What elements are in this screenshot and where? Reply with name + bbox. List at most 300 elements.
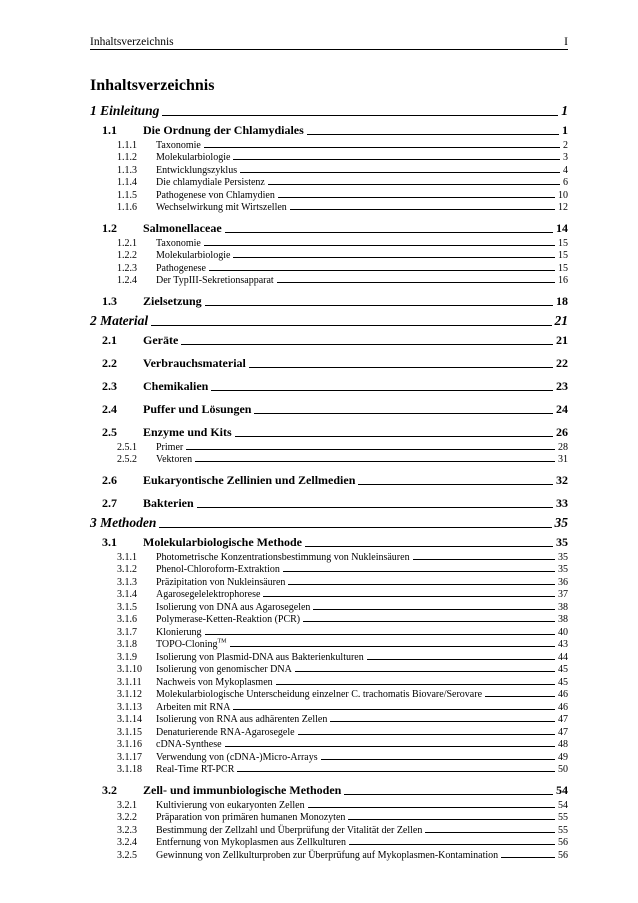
- toc-entry-number: 3.2.4: [117, 837, 137, 848]
- toc-entry-title-text: Molekularbiologische Methode: [143, 535, 302, 549]
- toc-leader-line: [358, 484, 553, 485]
- toc-entry-title: [143, 221, 222, 236]
- toc-entry-title-text: Chemikalien: [143, 379, 209, 393]
- toc-entry-title: [156, 837, 346, 848]
- toc-entry-title-text: Vektoren: [156, 454, 193, 465]
- toc-entry-number: 3.1.5: [117, 601, 137, 613]
- toc-entry-level-2[interactable]: [90, 531, 568, 550]
- toc-leader-line: [303, 621, 555, 622]
- toc-entry-title-text: Arbeiten mit RNA: [156, 701, 231, 713]
- toc-leader-line: [195, 461, 555, 462]
- toc-entry-title: [156, 250, 230, 261]
- toc-entry-title: [156, 727, 295, 738]
- toc-leader-line: [413, 559, 555, 560]
- toc-entry-title: [143, 294, 202, 309]
- toc-entry-page-number: 15: [558, 237, 568, 249]
- toc-entry-level-3[interactable]: [90, 713, 568, 726]
- toc-entry-number: 3.2.5: [117, 849, 137, 861]
- toc-entry-number: 3.1.14: [117, 714, 142, 725]
- toc-entry-title: [156, 614, 300, 625]
- toc-entry-title: [143, 496, 194, 511]
- toc-entry-number: 1.1.5: [117, 189, 137, 201]
- toc-entry-level-2[interactable]: [90, 469, 568, 488]
- toc-entry-title-text: 2 Material: [90, 313, 149, 328]
- toc-leader-line: [181, 344, 553, 345]
- toc-leader-line: [233, 257, 555, 258]
- toc-leader-line: [197, 507, 553, 508]
- toc-entry-level-3[interactable]: [90, 201, 568, 214]
- toc-leader-line: [295, 671, 555, 672]
- toc-entry-title: [143, 535, 302, 550]
- toc-entry-number: 2.5.1: [117, 441, 137, 453]
- toc-entry-level-3[interactable]: [90, 638, 568, 651]
- toc-entry-number: 1.2.4: [117, 275, 137, 286]
- toc-entry-title-text: Nachweis von Mykoplasmen: [156, 676, 273, 688]
- toc-entry-page-number: 21: [556, 333, 568, 347]
- toc-entry-title: [143, 333, 178, 348]
- toc-entry-number: 1.1.1: [117, 139, 137, 151]
- toc-entry-page-number: 15: [558, 250, 568, 261]
- toc-leader-line: [205, 305, 553, 306]
- toc-entry-number: 2.5.2: [117, 454, 137, 465]
- toc-entry-level-3[interactable]: [90, 700, 568, 713]
- toc-entry-title-text: Klonierung: [156, 626, 202, 638]
- toc-entry-number: 3.1.12: [117, 689, 142, 700]
- toc-entry-number: 3.2: [102, 783, 117, 797]
- toc-entry-number: 3.1.16: [117, 739, 142, 750]
- toc-leader-line: [330, 721, 555, 722]
- toc-entry-title: [156, 739, 222, 750]
- toc-entry-number: 3.1.17: [117, 751, 142, 763]
- toc-leader-line: [307, 134, 559, 135]
- toc-entry-page-number: 46: [558, 689, 568, 700]
- toc-entry-title-text: Zell- und immunbiologische Methoden: [143, 783, 342, 797]
- toc-leader-line: [344, 794, 553, 795]
- toc-entry-title-text: cDNA-Synthese: [156, 739, 222, 750]
- toc-leader-line: [367, 659, 555, 660]
- toc-entry-number: 2.4: [102, 402, 117, 416]
- toc-entry-page-number: 36: [558, 576, 568, 588]
- toc-entry-page-number: 15: [558, 262, 568, 274]
- toc-entry-number: 1.2.1: [117, 237, 137, 249]
- toc-entry-title: [156, 238, 201, 249]
- toc-entry-level-2[interactable]: [90, 217, 568, 236]
- toc-leader-line: [485, 696, 555, 697]
- toc-leader-line: [249, 367, 553, 368]
- toc-entry-title: [156, 165, 237, 176]
- toc-entry-title-text: Gewinnung von Zellkulturproben zur Überprüfung auf Mykoplasmen-Kontamination: [156, 849, 499, 861]
- running-header: [90, 36, 568, 50]
- toc-entry-title: [143, 473, 355, 488]
- toc-entry-page-number: 3: [563, 152, 568, 163]
- toc-entry-page-number: 55: [558, 812, 568, 823]
- toc-entry-number: 3.1.1: [117, 551, 137, 563]
- toc-entry-level-3[interactable]: [90, 163, 568, 176]
- toc-entry-page-number: 31: [558, 454, 568, 465]
- toc-entry-title: [156, 202, 287, 213]
- toc-entry-number: 2.5: [102, 425, 117, 439]
- toc-entry-level-3[interactable]: [90, 236, 568, 249]
- toc-entry-number: 1.2.3: [117, 262, 137, 274]
- table-of-contents: [90, 99, 568, 861]
- toc-entry-page-number: 22: [556, 356, 568, 370]
- toc-entry-title: [156, 689, 482, 700]
- toc-entry-level-2[interactable]: [90, 119, 568, 138]
- toc-entry-title: [143, 356, 246, 371]
- toc-entry-title-text: Molekularbiologie: [156, 152, 231, 163]
- toc-entry-level-3[interactable]: [90, 798, 568, 811]
- toc-entry-page-number: 48: [558, 739, 568, 750]
- toc-entry-level-3[interactable]: [90, 650, 568, 663]
- toc-entry-level-1[interactable]: [90, 309, 568, 329]
- toc-entry-page-number: 35: [558, 564, 568, 575]
- toc-entry-level-2[interactable]: [90, 492, 568, 511]
- toc-entry-title-text: Molekularbiologische Unterscheidung einzelner C. trachomatis Biovare/Serovare: [156, 689, 483, 700]
- toc-entry-number: 2.2: [102, 356, 117, 370]
- toc-entry-title: [156, 577, 285, 588]
- toc-entry-title: [156, 850, 498, 861]
- toc-entry-level-3[interactable]: [90, 763, 568, 776]
- toc-entry-title: [156, 442, 183, 453]
- toc-entry-page-number: 35: [558, 551, 568, 563]
- toc-entry-title-text: Salmonellaceae: [143, 221, 222, 235]
- toc-leader-line: [235, 436, 553, 437]
- toc-entry-title: [143, 783, 341, 798]
- toc-entry-title-text: Pathogenese: [156, 262, 206, 274]
- toc-entry-title-text: Entwicklungszyklus: [156, 164, 238, 176]
- toc-entry-page-number: 38: [558, 601, 568, 613]
- toc-entry-level-3[interactable]: [90, 188, 568, 201]
- toc-entry-title: [156, 825, 422, 836]
- toc-entry-number: 3.1.13: [117, 701, 142, 713]
- toc-entry-title: [156, 677, 273, 688]
- toc-entry-number: 1.1.4: [117, 177, 137, 188]
- toc-entry-title: [156, 652, 364, 663]
- toc-entry-title-text: Verbrauchsmaterial: [143, 356, 246, 370]
- toc-entry-number: 3.1.15: [117, 726, 142, 738]
- toc-entry-title: [156, 714, 327, 725]
- toc-entry-title: [143, 379, 208, 394]
- toc-entry-level-3[interactable]: [90, 588, 568, 601]
- toc-entry-level-2[interactable]: [90, 375, 568, 394]
- toc-entry-page-number: 56: [558, 837, 568, 848]
- toc-entry-title: [156, 140, 201, 151]
- toc-entry-page-number: 33: [556, 496, 568, 510]
- toc-entry-level-3[interactable]: [90, 836, 568, 849]
- toc-entry-number: 3.1: [102, 535, 117, 549]
- toc-entry-level-3[interactable]: [90, 440, 568, 453]
- toc-entry-page-number: 45: [558, 676, 568, 688]
- toc-entry-title: [156, 589, 260, 600]
- toc-entry-page-number: 56: [558, 849, 568, 861]
- toc-leader-line: [225, 746, 555, 747]
- toc-leader-line: [159, 527, 551, 528]
- toc-entry-page-number: 6: [563, 177, 568, 188]
- toc-entry-title-text: Präzipitation von Nukleinsäuren: [156, 576, 286, 588]
- toc-entry-level-3[interactable]: [90, 725, 568, 738]
- toc-entry-title-text: Wechselwirkung mit Wirtszellen: [156, 202, 287, 213]
- toc-entry-title: [156, 602, 310, 613]
- toc-entry-number: 2.3: [102, 379, 117, 393]
- toc-entry-title-text: Kultivierung von eukaryonten Zellen: [156, 799, 305, 811]
- page-title: Inhaltsverzeichnis: [90, 77, 215, 94]
- toc-entry-title-text: TOPO-Cloning: [156, 639, 218, 650]
- toc-entry-page-number: 54: [558, 799, 568, 811]
- toc-entry-title-text: Die Ordnung der Chlamydiales: [143, 123, 304, 137]
- toc-leader-line: [233, 159, 560, 160]
- toc-leader-line: [186, 449, 555, 450]
- toc-entry-number: 3.1.6: [117, 614, 137, 625]
- toc-entry-title: [156, 752, 318, 763]
- toc-entry-title: [156, 552, 410, 563]
- toc-leader-line: [225, 232, 553, 233]
- toc-entry-page-number: 14: [556, 221, 568, 235]
- toc-leader-line: [349, 844, 555, 845]
- toc-entry-page-number: 46: [558, 701, 568, 713]
- toc-entry-title-text: Enzyme und Kits: [143, 425, 232, 439]
- toc-entry-level-3[interactable]: [90, 688, 568, 701]
- toc-entry-page-number: 4: [563, 164, 568, 176]
- toc-entry-title-text: Agarosegelelektrophorese: [156, 589, 261, 600]
- toc-entry-level-3[interactable]: [90, 249, 568, 262]
- toc-entry-level-2[interactable]: [90, 421, 568, 440]
- toc-entry-page-number: 24: [556, 402, 568, 416]
- toc-leader-line: [298, 734, 555, 735]
- toc-entry-level-3[interactable]: [90, 453, 568, 466]
- toc-leader-line: [348, 819, 555, 820]
- toc-entry-level-3[interactable]: [90, 675, 568, 688]
- toc-entry-title-text: Polymerase-Ketten-Reaktion (PCR): [156, 614, 301, 625]
- toc-leader-line: [290, 209, 555, 210]
- toc-entry-level-3[interactable]: [90, 823, 568, 836]
- toc-entry-number: 3.1.4: [117, 589, 137, 600]
- toc-entry-level-2[interactable]: [90, 329, 568, 348]
- toc-entry-title: [143, 123, 304, 138]
- toc-entry-level-2[interactable]: [90, 352, 568, 371]
- toc-entry-level-3[interactable]: [90, 663, 568, 676]
- toc-entry-number: 3.2.3: [117, 824, 137, 836]
- running-header-title: Inhaltsverzeichnis: [90, 36, 174, 48]
- toc-entry-title-text: 1 Einleitung: [90, 103, 160, 118]
- toc-leader-line: [277, 282, 555, 283]
- toc-entry-title-text: Zielsetzung: [143, 294, 202, 308]
- toc-entry-number: 1.2.2: [117, 250, 137, 261]
- toc-entry-number: 3.1.18: [117, 764, 142, 775]
- toc-entry-title-text: Präparation von primären humanen Monozyten: [156, 812, 346, 823]
- toc-entry-title: [156, 152, 230, 163]
- toc-entry-level-3[interactable]: [90, 176, 568, 189]
- toc-entry-title: [143, 402, 251, 417]
- toc-entry-number: 3.2.2: [117, 812, 137, 823]
- toc-entry-level-3[interactable]: [90, 575, 568, 588]
- toc-entry-page-number: 10: [558, 189, 568, 201]
- toc-entry-title: [156, 177, 265, 188]
- toc-leader-line: [283, 571, 555, 572]
- toc-leader-line: [209, 270, 555, 271]
- toc-entry-page-number: 55: [558, 824, 568, 836]
- toc-entry-level-3[interactable]: [90, 274, 568, 287]
- toc-entry-level-3[interactable]: [90, 848, 568, 861]
- toc-entry-level-1[interactable]: [90, 511, 568, 531]
- toc-leader-line: [305, 546, 553, 547]
- toc-entry-title-text: Taxonomie: [156, 139, 201, 151]
- toc-entry-title-text: Geräte: [143, 333, 179, 347]
- toc-entry-number: 1.1.2: [117, 152, 137, 163]
- toc-entry-page-number: 2: [563, 139, 568, 151]
- toc-entry-number: 3.1.7: [117, 626, 137, 638]
- toc-entry-page-number: 45: [558, 664, 568, 675]
- toc-entry-title-text: Die chlamydiale Persistenz: [156, 177, 265, 188]
- toc-entry-title-text: Isolierung von genomischer DNA: [156, 664, 292, 675]
- toc-entry-level-3[interactable]: [90, 138, 568, 151]
- toc-entry-number: 2.7: [102, 496, 117, 510]
- toc-entry-title-text: Primer: [156, 441, 184, 453]
- toc-leader-line: [276, 684, 555, 685]
- toc-leader-line: [321, 759, 555, 760]
- toc-entry-title: [156, 275, 274, 286]
- toc-entry-level-2[interactable]: [90, 779, 568, 798]
- toc-entry-page-number: 1: [561, 103, 568, 118]
- toc-entry-page-number: 47: [558, 726, 568, 738]
- toc-leader-line: [162, 115, 558, 116]
- toc-entry-title-text: Molekularbiologie: [156, 250, 231, 261]
- toc-entry-title: [156, 454, 192, 465]
- toc-entry-page-number: 54: [556, 783, 568, 797]
- toc-leader-line: [230, 646, 556, 647]
- toc-leader-line: [204, 147, 560, 148]
- toc-entry-page-number: 26: [556, 425, 568, 439]
- toc-leader-line: [211, 390, 553, 391]
- toc-entry-number: 3.1.11: [117, 676, 142, 688]
- toc-entry-title-text: 3 Methoden: [90, 515, 157, 530]
- toc-entry-page-number: 35: [556, 535, 568, 549]
- toc-entry-title: [156, 764, 234, 775]
- toc-entry-title-text: Photometrische Konzentrationsbestimmung von Nukleinsäuren: [156, 551, 410, 563]
- toc-entry-level-3[interactable]: [90, 261, 568, 274]
- toc-entry-number: 3.2.1: [117, 799, 137, 811]
- toc-entry-level-3[interactable]: [90, 600, 568, 613]
- toc-entry-title-text: Denaturierende RNA-Agarosegele: [156, 726, 295, 738]
- toc-entry-level-3[interactable]: [90, 550, 568, 563]
- toc-entry-page-number: 32: [556, 473, 568, 487]
- toc-entry-title: [143, 425, 232, 440]
- toc-entry-title: [90, 103, 159, 119]
- trademark-superscript: TM: [217, 638, 227, 645]
- toc-entry-page-number: 38: [558, 614, 568, 625]
- toc-entry-page-number: 28: [558, 441, 568, 453]
- toc-entry-page-number: 12: [558, 202, 568, 213]
- toc-leader-line: [425, 832, 555, 833]
- toc-entry-page-number: 49: [558, 751, 568, 763]
- toc-entry-title-text: Bestimmung der Zellzahl und Überprüfung der Vitalität der Zellen: [156, 824, 423, 836]
- toc-entry-title: [156, 702, 230, 713]
- toc-entry-page-number: 23: [556, 379, 568, 393]
- toc-entry-title: [156, 627, 202, 638]
- toc-entry-title: [90, 515, 156, 531]
- toc-entry-level-1[interactable]: [90, 99, 568, 119]
- toc-leader-line: [151, 325, 551, 326]
- toc-entry-title: [156, 639, 227, 650]
- toc-entry-level-3[interactable]: [90, 613, 568, 626]
- toc-leader-line: [254, 413, 553, 414]
- toc-entry-number: 1.2: [102, 221, 117, 235]
- toc-entry-level-2[interactable]: [90, 398, 568, 417]
- toc-entry-page-number: 37: [558, 589, 568, 600]
- toc-leader-line: [204, 245, 555, 246]
- toc-entry-number: 1.3: [102, 294, 117, 308]
- toc-entry-title: [156, 800, 305, 811]
- toc-entry-title: [156, 664, 292, 675]
- toc-entry-number: 3.1.9: [117, 651, 137, 663]
- toc-entry-title: [90, 313, 148, 329]
- toc-leader-line: [501, 857, 555, 858]
- toc-entry-number: 3.1.3: [117, 576, 137, 588]
- toc-entry-level-3[interactable]: [90, 151, 568, 164]
- toc-entry-number: 3.1.2: [117, 564, 137, 575]
- toc-entry-title: [156, 263, 206, 274]
- toc-entry-number: 2.6: [102, 473, 117, 487]
- toc-entry-title-text: Entfernung von Mykoplasmen aus Zellkulturen: [156, 837, 346, 848]
- toc-entry-page-number: 35: [554, 515, 568, 530]
- toc-entry-title-text: Der TypIII-Sekretionsapparat: [156, 275, 274, 286]
- toc-entry-page-number: 1: [562, 123, 568, 137]
- toc-leader-line: [237, 771, 555, 772]
- toc-entry-title-text: Isolierung von RNA aus adhärenten Zellen: [156, 714, 328, 725]
- toc-entry-title-text: Bakterien: [143, 496, 194, 510]
- toc-entry-title-text: Pathogenese von Chlamydien: [156, 189, 275, 201]
- toc-entry-level-3[interactable]: [90, 563, 568, 576]
- toc-entry-page-number: 47: [558, 714, 568, 725]
- toc-entry-number: 1.1.3: [117, 164, 137, 176]
- toc-entry-title-text: Isolierung von Plasmid-DNA aus Bakterienkulturen: [156, 651, 364, 663]
- toc-entry-number: 2.1: [102, 333, 117, 347]
- toc-entry-title-text: Isolierung von DNA aus Agarosegelen: [156, 601, 311, 613]
- toc-entry-level-2[interactable]: [90, 290, 568, 309]
- toc-leader-line: [240, 172, 560, 173]
- toc-leader-line: [233, 709, 555, 710]
- toc-entry-level-3[interactable]: [90, 750, 568, 763]
- toc-entry-title: [156, 190, 275, 201]
- toc-entry-level-3[interactable]: [90, 625, 568, 638]
- toc-entry-number: 3.1.10: [117, 664, 142, 675]
- toc-leader-line: [263, 596, 555, 597]
- toc-leader-line: [205, 634, 555, 635]
- toc-entry-title-text: Puffer und Lösungen: [143, 402, 252, 416]
- toc-entry-number: 3.1.8: [117, 639, 137, 650]
- toc-entry-page-number: 43: [558, 639, 568, 650]
- toc-entry-page-number: 18: [556, 294, 568, 308]
- toc-entry-title-text: Phenol-Chloroform-Extraktion: [156, 564, 280, 575]
- toc-entry-title: [156, 564, 280, 575]
- running-header-page-number: I: [564, 36, 568, 48]
- toc-entry-title-text: Taxonomie: [156, 237, 201, 249]
- toc-entry-number: 1.1.6: [117, 202, 137, 213]
- toc-entry-page-number: 21: [554, 313, 568, 328]
- toc-entry-page-number: 16: [558, 275, 568, 286]
- toc-entry-level-3[interactable]: [90, 738, 568, 751]
- toc-leader-line: [268, 184, 560, 185]
- toc-entry-title: [156, 812, 345, 823]
- toc-leader-line: [288, 584, 555, 585]
- toc-entry-page-number: 50: [558, 764, 568, 775]
- toc-entry-level-3[interactable]: [90, 811, 568, 824]
- toc-entry-page-number: 40: [558, 626, 568, 638]
- toc-leader-line: [278, 197, 555, 198]
- toc-entry-number: 1.1: [102, 123, 117, 137]
- toc-entry-title-text: Real-Time RT-PCR: [156, 764, 235, 775]
- toc-leader-line: [308, 807, 555, 808]
- toc-entry-title-text: Eukaryontische Zellinien und Zellmedien: [143, 473, 356, 487]
